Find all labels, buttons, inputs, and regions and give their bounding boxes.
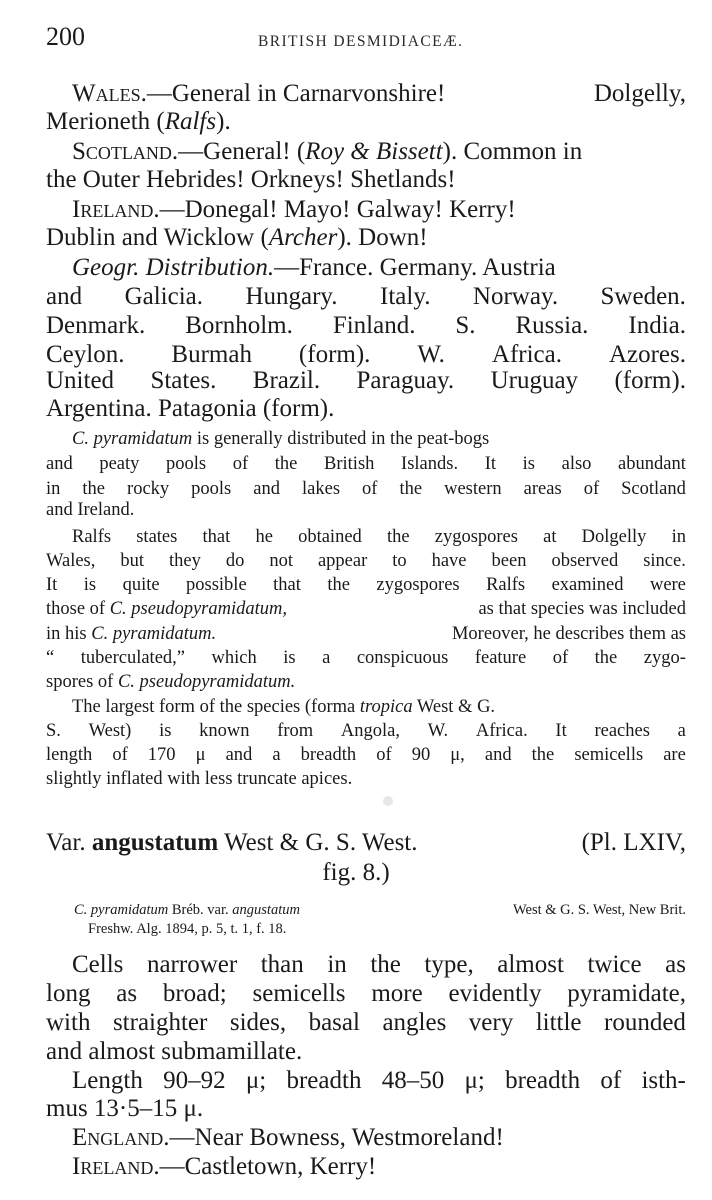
note-p2-line-7: spores of C. pseudopyramidatum.: [46, 672, 296, 692]
ireland-var-line: Ireland.—Castletown, Kerry!: [72, 1153, 377, 1180]
note-p3-line-2: S. West) is known from Angola, W. Africa. It reaches a: [46, 721, 686, 741]
desc-line-4: and almost submamillate.: [46, 1038, 303, 1065]
geogr-line-4: Ceylon. Burmah (form). W. Africa. Azores.: [46, 341, 686, 368]
wales-line-2: Merioneth (Ralfs).: [46, 108, 231, 135]
desc-line-1: Cells narrower than in the type, almost twice as: [72, 951, 686, 978]
geogr-label: Geogr. Distribution.: [72, 254, 275, 281]
note-p3-line-4: slightly inflated with less truncate apices.: [46, 769, 353, 789]
reference-line-1: C. pyramidatum Bréb. var. angustatum West & G. S. West, New Brit.: [74, 902, 686, 918]
geogr-line-3: Denmark. Bornholm. Finland. S. Russia. India.: [46, 312, 686, 339]
geogr-line-2: and Galicia. Hungary. Italy. Norway. Sweden.: [46, 283, 686, 310]
wales-line: Wales.—General in Carnarvonshire! Dolgelly,: [72, 80, 686, 107]
geogr-line-5: United States. Brazil. Paraguay. Uruguay (form).: [46, 367, 686, 394]
geogr-line-6: Argentina. Patagonia (form).: [46, 395, 335, 422]
note-p3-line-1: The largest form of the species (forma tropica West & G.: [72, 697, 496, 717]
note-p1-line-1: C. pyramidatum is generally distributed in the peat-bogs: [72, 429, 490, 449]
note-p2-line-1: Ralfs states that he obtained the zygospores at Dolgelly in: [72, 527, 686, 547]
note-p2-line-2: Wales, but they do not appear to have been observed since.: [46, 551, 686, 571]
scotland-line-2: the Outer Hebrides! Orkneys! Shetlands!: [46, 166, 456, 193]
ireland-line: Ireland.—Donegal! Mayo! Galway! Kerry!: [72, 196, 516, 223]
page-number: 200: [46, 22, 85, 51]
variety-name: angustatum: [91, 829, 219, 856]
measure-line-1: Length 90–92 μ; breadth 48–50 μ; breadth of isth-: [72, 1067, 686, 1094]
variety-heading-fig: fig. 8.): [322, 859, 390, 886]
note-p2-line-4: those of C. pseudopyramidatum, as that species was included: [46, 599, 686, 619]
variety-heading: Var. angustatum West & G. S. West. (Pl. LXIV,: [46, 829, 686, 856]
note-p1-line-3: in the rocky pools and lakes of the western areas of Scotland: [46, 479, 686, 499]
scotland-label: Scotland.: [72, 138, 179, 165]
wales-label: Wales.: [72, 80, 147, 107]
measure-line-2: mus 13·5–15 μ.: [46, 1095, 204, 1122]
ireland-line-2: Dublin and Wicklow (Archer). Down!: [46, 224, 428, 251]
geogr-line-1: Geogr. Distribution.—France. Germany. Austria: [72, 254, 556, 281]
paper-speck: [383, 796, 393, 806]
note-p2-line-3: It is quite possible that the zygospores Ralfs examined were: [46, 575, 686, 595]
ireland-label: Ireland.: [72, 196, 160, 223]
note-p2-line-6: “ tuberculated,” which is a conspicuous feature of the zygo-: [46, 648, 686, 668]
note-p1-line-4: and Ireland.: [46, 500, 135, 520]
desc-line-3: with straighter sides, basal angles very little rounded: [46, 1009, 686, 1036]
running-title: BRITISH DESMIDIACEÆ.: [258, 33, 464, 50]
scotland-line: Scotland.—General! (Roy & Bissett). Common in: [72, 138, 583, 165]
england-line: England.—Near Bowness, Westmoreland!: [72, 1124, 504, 1151]
reference-line-2: Freshw. Alg. 1894, p. 5, t. 1, f. 18.: [88, 921, 287, 937]
note-p1-line-2: and peaty pools of the British Islands. It is also abundant: [46, 454, 686, 474]
note-p2-line-5: in his C. pyramidatum. Moreover, he describes them as: [46, 624, 686, 644]
desc-line-2: long as broad; semicells more evidently pyramidate,: [46, 980, 686, 1007]
note-p3-line-3: length of 170 μ and a breadth of 90 μ, and the semicells are: [46, 745, 686, 765]
